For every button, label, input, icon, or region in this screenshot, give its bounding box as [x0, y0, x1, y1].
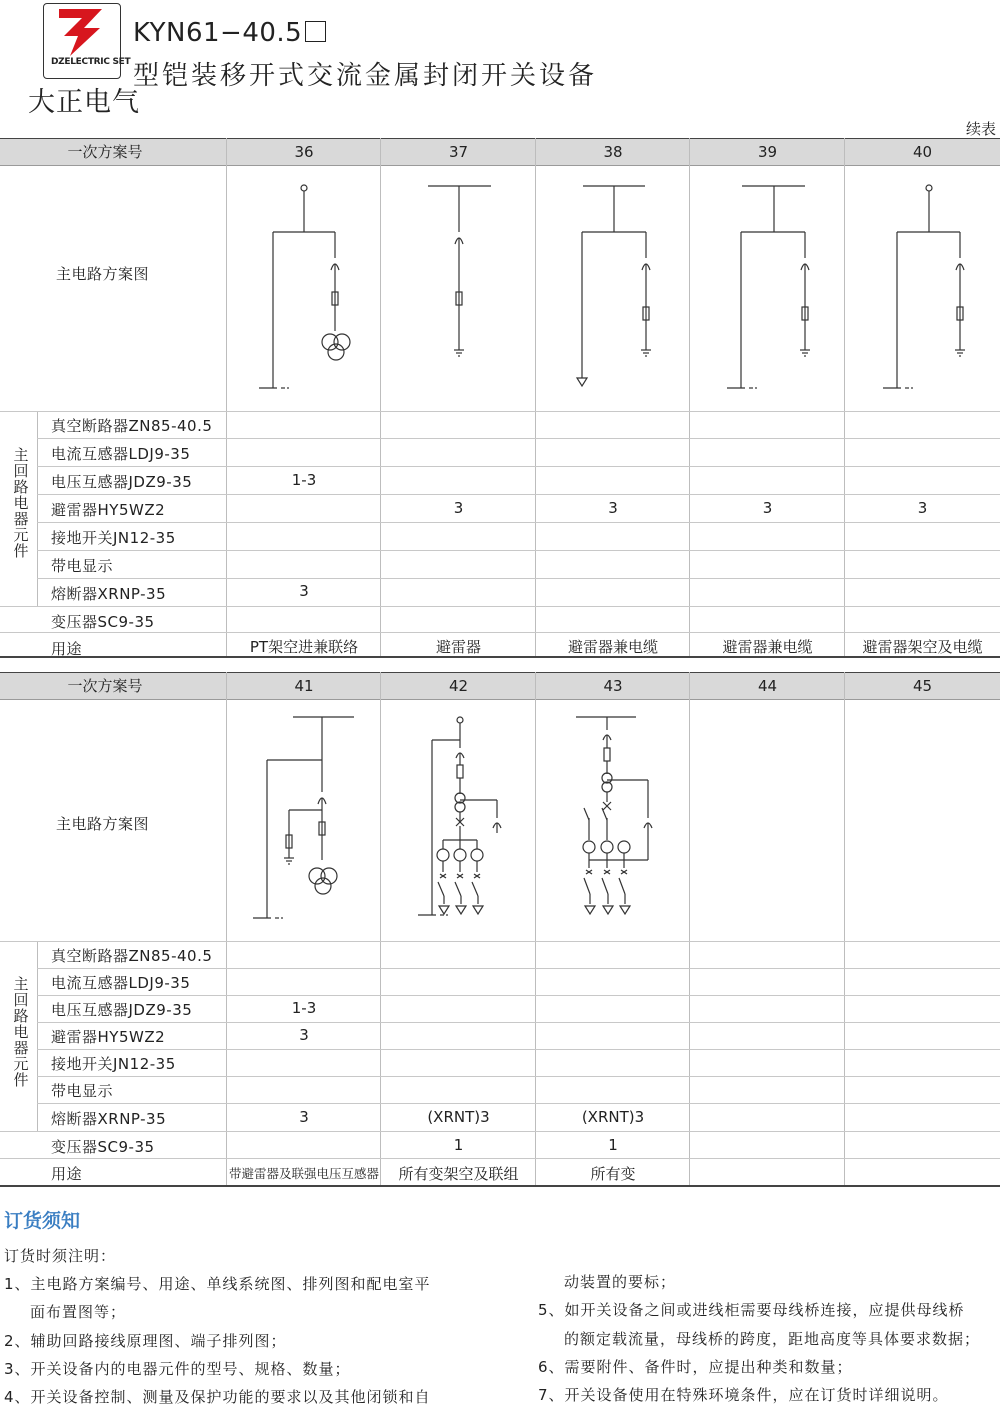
cell-value: 3: [299, 1108, 309, 1126]
circuit-diagram-37: [381, 166, 535, 410]
row-label: 变压器SC9-35: [51, 613, 155, 631]
scheme-number: 39: [757, 143, 778, 161]
company-logo: [43, 3, 121, 79]
row-label: 带电显示: [51, 557, 114, 575]
circuit-diagram-39: [690, 166, 844, 410]
row-label: 真空断路器ZN85-40.5: [51, 947, 213, 965]
notice-line: 1、主电路方案编号、用途、单线系统图、排列图和配电室平: [4, 1275, 431, 1293]
circuit-diagram-40: [845, 166, 1000, 410]
circuit-diagram-36: [227, 166, 380, 410]
cell-value: (XRNT)3: [427, 1108, 490, 1126]
continued-label: 续表: [966, 120, 997, 138]
scheme-number: 42: [448, 677, 469, 695]
cell-value: 1-3: [291, 471, 317, 489]
notice-line: 4、开关设备控制、测量及保护功能的要求以及其他闭锁和自: [4, 1388, 431, 1406]
usage-value: 所有变: [590, 1165, 636, 1183]
row-label: 接地开关JN12-35: [51, 529, 176, 547]
product-title: 型铠装移开式交流金属封闭开关设备: [133, 61, 598, 91]
cell-value: 1: [608, 1136, 618, 1154]
row-label: 用途: [51, 1165, 83, 1183]
cell-value: 1: [453, 1136, 464, 1154]
scheme-number: 43: [603, 677, 623, 695]
model-suffix-box: [305, 21, 326, 42]
notice-line: 面布置图等；: [30, 1303, 127, 1321]
cell-value: 3: [299, 1026, 309, 1044]
scheme-number: 37: [448, 143, 469, 161]
diagram-row-label: 主电路方案图: [56, 265, 150, 283]
model-text: KYN61−40.5: [133, 18, 303, 48]
logo-brand-text: DZELECTRIC SET: [51, 57, 131, 67]
notice-line: 2、辅助回路接线原理图、端子排列图；: [4, 1332, 287, 1350]
scheme-number: 41: [294, 677, 314, 695]
circuit-diagram-43: [536, 700, 689, 940]
circuit-diagram-38: [536, 166, 689, 410]
cell-value: 3: [762, 499, 773, 517]
row-label: 电流互感器LDJ9-35: [51, 974, 191, 992]
scheme-number: 36: [294, 143, 314, 161]
usage-value: 避雷器兼电缆: [722, 638, 813, 656]
circuit-diagram-41: [227, 700, 380, 940]
notice-line: 3、开关设备内的电器元件的型号、规格、数量；: [4, 1360, 351, 1378]
cell-value: 3: [608, 499, 618, 517]
cell-value: 1-3: [291, 999, 317, 1017]
row-label: 电压互感器JDZ9-35: [51, 1001, 193, 1019]
notice-line: 5、如开关设备之间或进线柜需要母线桥连接，应提供母线桥: [538, 1301, 965, 1319]
row-label: 避雷器HY5WZ2: [51, 1028, 166, 1046]
row-label: 真空断路器ZN85-40.5: [51, 417, 213, 435]
company-name: 大正电气: [28, 87, 140, 118]
scheme-number: 44: [757, 677, 778, 695]
usage-value: 避雷器架空及电缆: [862, 638, 983, 656]
diagram-row-label: 主电路方案图: [56, 815, 150, 833]
notice-line: 的额定载流量，母线桥的跨度，距地高度等具体要求数据；: [564, 1330, 981, 1348]
component-group-label: 主回路电器元件: [13, 446, 29, 560]
row-label: 变压器SC9-35: [51, 1138, 155, 1156]
notice-line: 6、需要附件、备件时，应提出种类和数量；: [538, 1358, 853, 1376]
cell-value: 3: [917, 499, 928, 517]
scheme-no-header: 一次方案号: [67, 677, 143, 695]
notice-line: 7、开关设备使用在特殊环境条件，应在订货时详细说明。: [538, 1386, 949, 1404]
usage-value: 所有变架空及联组: [398, 1165, 519, 1183]
row-label: 熔断器XRNP-35: [51, 585, 167, 603]
row-label: 避雷器HY5WZ2: [51, 501, 166, 519]
row-label: 带电显示: [51, 1082, 114, 1100]
row-label: 熔断器XRNP-35: [51, 1110, 167, 1128]
cell-value: 3: [299, 582, 309, 600]
usage-value: 避雷器兼电缆: [567, 638, 658, 656]
usage-value: 带避雷器及联强电压互感器: [228, 1166, 379, 1181]
order-notice-title: 订货须知: [4, 1210, 81, 1232]
scheme-number: 40: [912, 143, 933, 161]
circuit-diagram-42: [381, 700, 535, 940]
table-header-row: [0, 672, 1000, 700]
lightning-logo-icon: [44, 4, 120, 60]
row-label: 电流互感器LDJ9-35: [51, 445, 191, 463]
usage-value: PT架空进兼联络: [249, 638, 359, 656]
row-label: 接地开关JN12-35: [51, 1055, 176, 1073]
notice-intro: 订货时须注明：: [4, 1247, 117, 1265]
usage-value: 避雷器: [435, 638, 481, 656]
component-group-label: 主回路电器元件: [13, 975, 29, 1089]
row-label: 电压互感器JDZ9-35: [51, 473, 193, 491]
scheme-number: 38: [603, 143, 623, 161]
scheme-number: 45: [912, 677, 933, 695]
cell-value: 3: [453, 499, 464, 517]
scheme-no-header: 一次方案号: [67, 143, 143, 161]
model-number: [133, 18, 326, 48]
cell-value: (XRNT)3: [581, 1108, 645, 1126]
table-header-row: [0, 138, 1000, 166]
notice-line: 动装置的要标；: [564, 1273, 677, 1291]
row-label: 用途: [51, 640, 83, 658]
